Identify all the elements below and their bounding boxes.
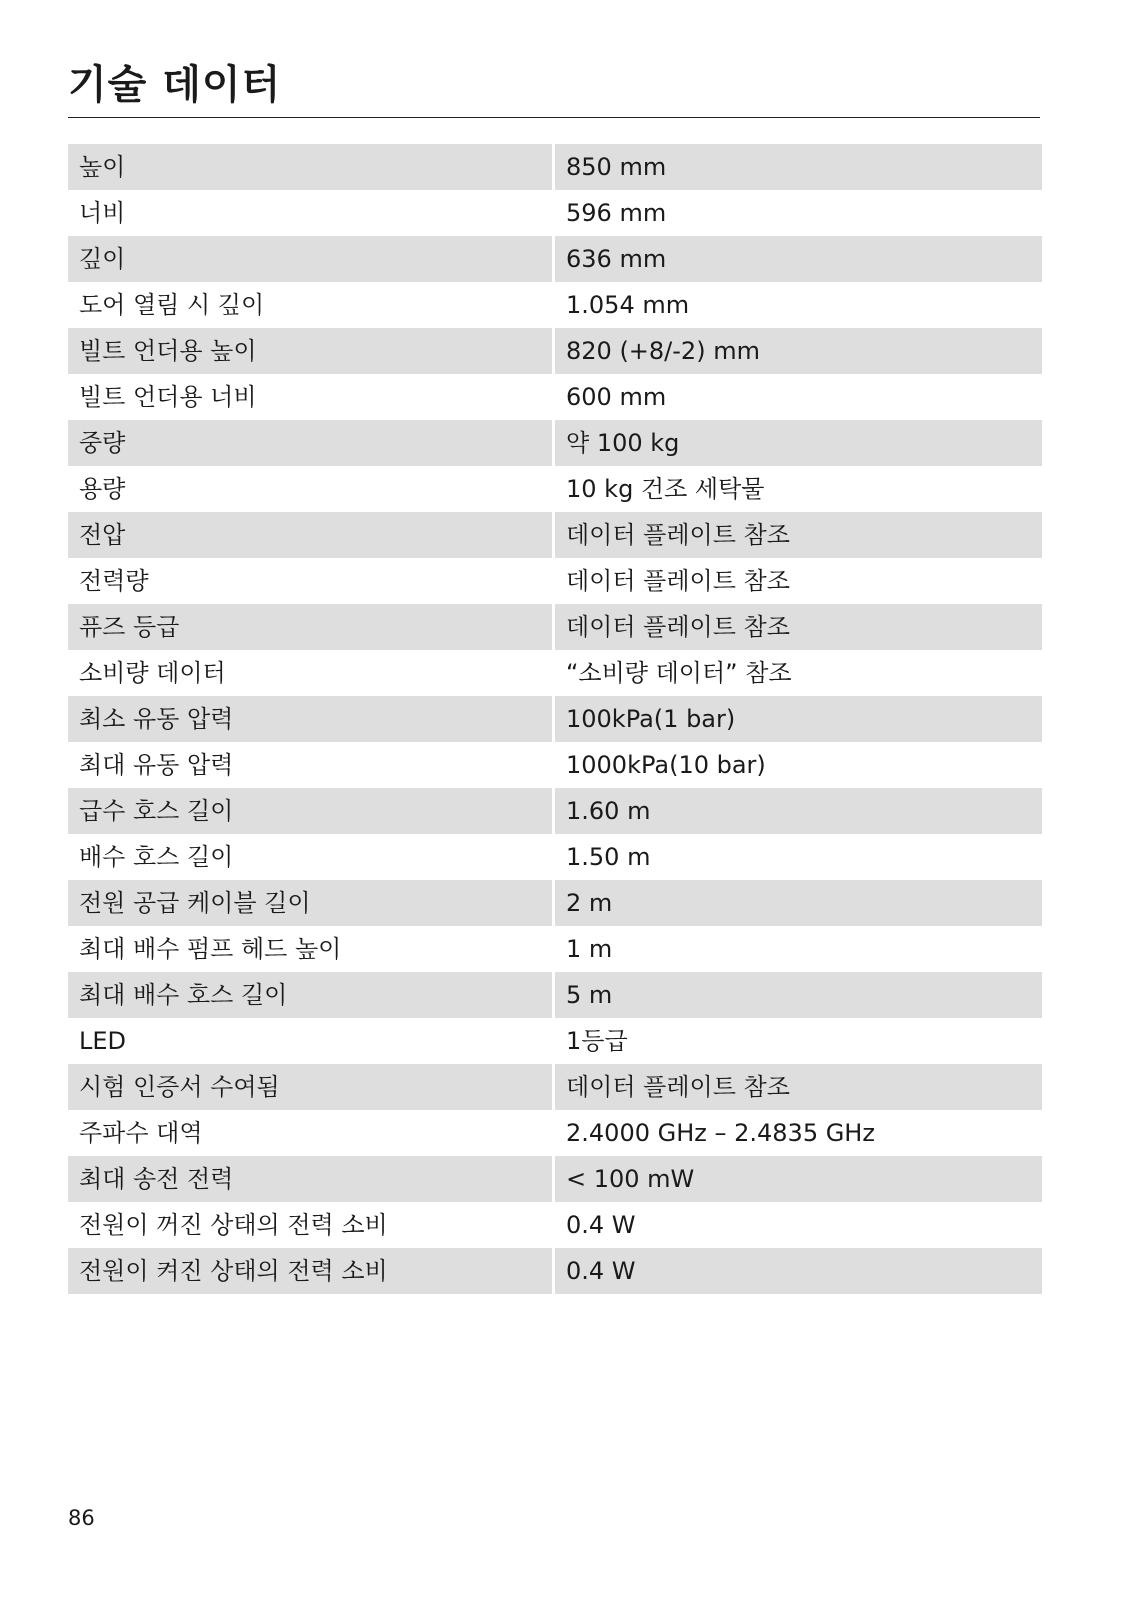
page-title: 기술 데이터 <box>68 62 282 108</box>
table-row <box>68 282 1042 328</box>
spec-label: 시험 인증서 수여됨 <box>68 1064 552 1110</box>
spec-label: 전원이 꺼진 상태의 전력 소비 <box>79 1211 388 1239</box>
spec-label: 배수 호스 길이 <box>79 843 234 871</box>
spec-value: 약 100 kg <box>555 420 1042 466</box>
spec-label: 급수 호스 길이 <box>68 788 552 834</box>
spec-value: 1000kPa(10 bar) <box>566 751 766 779</box>
spec-label: 용량 <box>79 475 126 503</box>
spec-value: 데이터 플레이트 참조 <box>555 1064 1042 1110</box>
spec-value: 850 mm <box>555 144 1042 190</box>
spec-value: 596 mm <box>566 199 667 227</box>
spec-label: 퓨즈 등급 <box>68 604 552 650</box>
spec-value: 5 m <box>555 972 1042 1018</box>
spec-label: 전원이 켜진 상태의 전력 소비 <box>68 1248 552 1294</box>
table-row <box>68 1248 1042 1294</box>
spec-value: 1등급 <box>566 1027 628 1055</box>
table-row <box>68 1064 1042 1110</box>
table-row <box>68 742 1042 788</box>
spec-label: LED <box>79 1027 127 1055</box>
spec-label: 최대 배수 호스 길이 <box>68 972 552 1018</box>
spec-label: 전원 공급 케이블 길이 <box>68 880 552 926</box>
spec-value: 1.054 mm <box>566 291 690 319</box>
table-row <box>68 144 1042 190</box>
spec-label: 전력량 <box>79 567 149 595</box>
table-row <box>68 466 1042 512</box>
spec-label: 빌트 언더용 너비 <box>79 383 257 411</box>
spec-label: 최소 유동 압력 <box>68 696 552 742</box>
spec-label: 높이 <box>68 144 552 190</box>
spec-label: 깊이 <box>68 236 552 282</box>
table-row <box>68 696 1042 742</box>
spec-value: 2.4000 GHz – 2.4835 GHz <box>566 1119 875 1147</box>
table-row <box>68 1156 1042 1202</box>
spec-value: 0.4 W <box>566 1211 636 1239</box>
spec-value: 820 (+8/-2) mm <box>555 328 1042 374</box>
table-row <box>68 512 1042 558</box>
spec-value: 데이터 플레이트 참조 <box>566 567 790 595</box>
spec-value: 10 kg 건조 세탁물 <box>566 475 765 503</box>
table-row <box>68 834 1042 880</box>
table-row <box>68 650 1042 696</box>
spec-value: 1.50 m <box>566 843 651 871</box>
spec-value: < 100 mW <box>555 1156 1042 1202</box>
spec-value: 0.4 W <box>555 1248 1042 1294</box>
spec-value: 600 mm <box>566 383 667 411</box>
spec-table <box>68 144 1042 1294</box>
table-row <box>68 190 1042 236</box>
spec-label: 전압 <box>68 512 552 558</box>
spec-value: 636 mm <box>555 236 1042 282</box>
table-row <box>68 926 1042 972</box>
table-row <box>68 1018 1042 1064</box>
table-row <box>68 1202 1042 1248</box>
table-row <box>68 558 1042 604</box>
spec-label: 빌트 언더용 높이 <box>68 328 552 374</box>
spec-value: 100kPa(1 bar) <box>555 696 1042 742</box>
spec-value: 1.60 m <box>555 788 1042 834</box>
spec-label: 소비량 데이터 <box>79 659 226 687</box>
page-number: 86 <box>68 1506 95 1530</box>
table-row <box>68 236 1042 282</box>
table-row <box>68 374 1042 420</box>
table-row <box>68 880 1042 926</box>
spec-value: 2 m <box>555 880 1042 926</box>
table-row <box>68 420 1042 466</box>
table-row <box>68 328 1042 374</box>
spec-value: 데이터 플레이트 참조 <box>555 604 1042 650</box>
spec-label: 최대 송전 전력 <box>68 1156 552 1202</box>
spec-value: 1 m <box>566 935 613 963</box>
title-divider <box>68 117 1040 118</box>
spec-value: “소비량 데이터” 참조 <box>566 659 792 687</box>
spec-label: 너비 <box>79 199 126 227</box>
table-row <box>68 972 1042 1018</box>
table-row <box>68 788 1042 834</box>
spec-label: 중량 <box>68 420 552 466</box>
spec-label: 도어 열림 시 깊이 <box>79 291 265 319</box>
spec-label: 최대 배수 펌프 헤드 높이 <box>79 935 342 963</box>
spec-label: 최대 유동 압력 <box>79 751 234 779</box>
spec-label: 주파수 대역 <box>79 1119 203 1147</box>
table-row <box>68 604 1042 650</box>
table-row <box>68 1110 1042 1156</box>
spec-value: 데이터 플레이트 참조 <box>555 512 1042 558</box>
